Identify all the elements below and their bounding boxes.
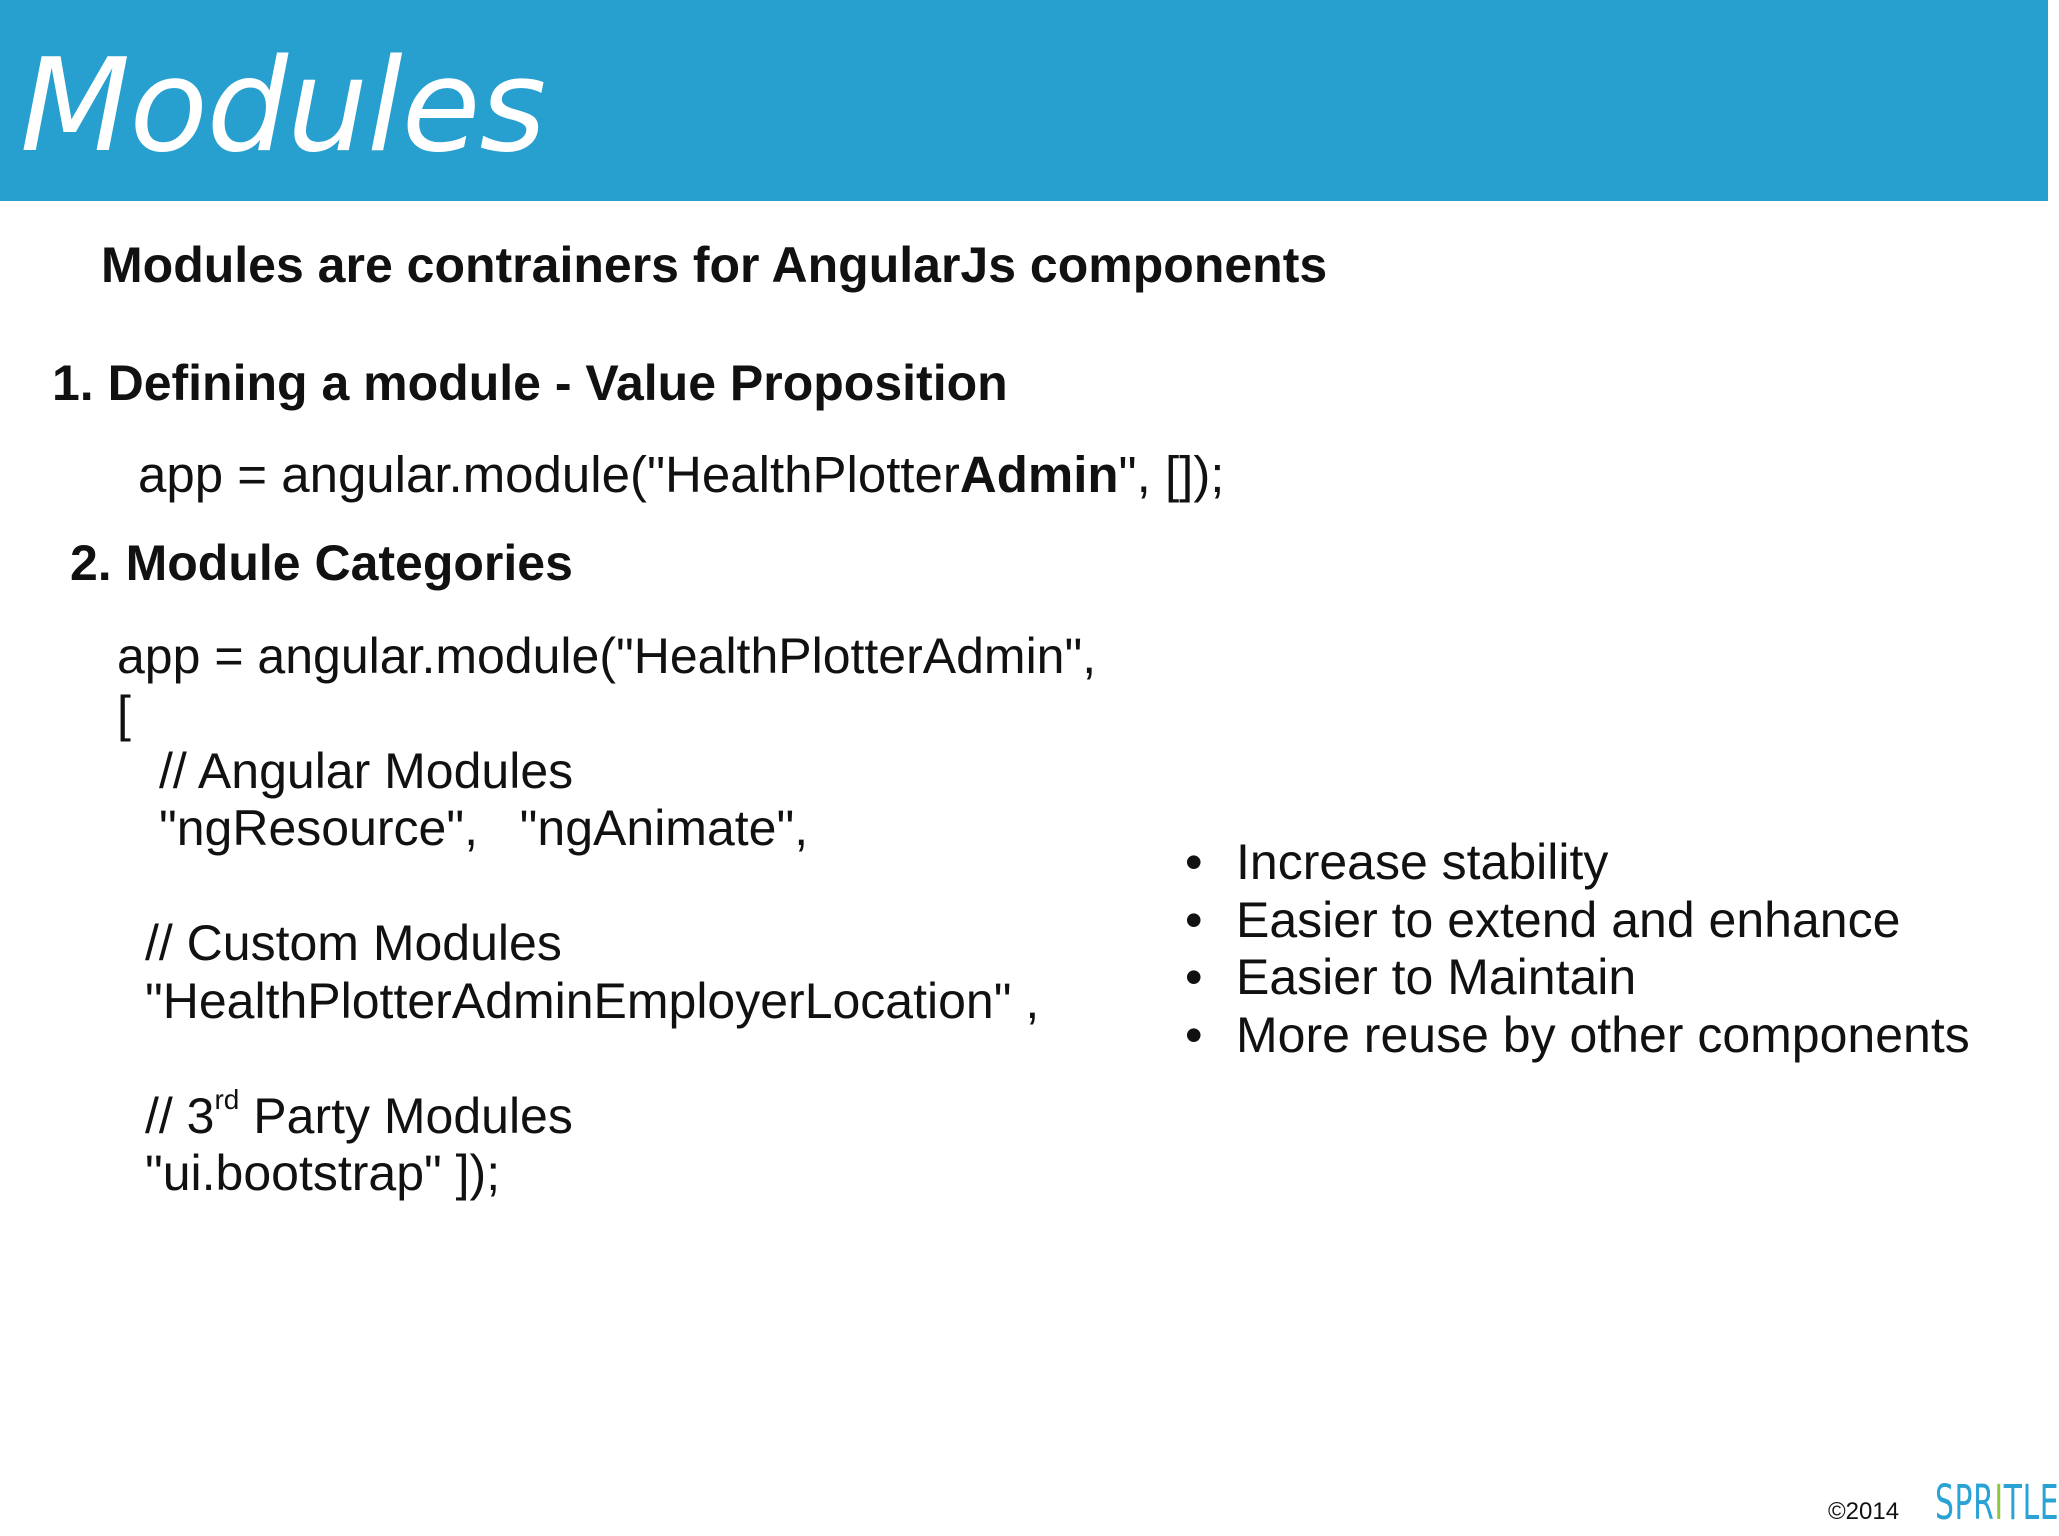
code-comment-angular-modules: // Angular Modules xyxy=(159,743,574,799)
section-heading-defining-module: 1. Defining a module - Value Proposition xyxy=(52,355,1008,411)
benefit-item xyxy=(1185,949,1970,1007)
code-line-custom-module: "HealthPlotterAdminEmployerLocation" , xyxy=(145,973,1040,1029)
logo-letter: S xyxy=(1935,1475,1955,1531)
bullet-glyph: • xyxy=(1185,891,1203,948)
slide-title: Modules xyxy=(20,32,546,181)
code-comment-custom-modules: // Custom Modules xyxy=(145,915,562,971)
third-party-suffix: Party Modules xyxy=(239,1088,573,1144)
third-party-prefix: // 3 xyxy=(145,1088,215,1144)
benefit-text: Easier to Maintain xyxy=(1236,949,1637,1005)
benefit-text: Increase stability xyxy=(1236,834,1609,890)
bullet-glyph: • xyxy=(1185,1006,1203,1063)
code-line-third-party-module: "ui.bootstrap" ]); xyxy=(145,1145,501,1201)
logo-letter: T xyxy=(2003,1475,2023,1531)
benefit-item xyxy=(1185,1007,1970,1065)
code-bold-admin: Admin xyxy=(959,446,1119,503)
logo-letter: I xyxy=(1994,1475,2004,1531)
footer-copyright: ©2014 xyxy=(1828,1498,1900,1525)
benefit-text: Easier to extend and enhance xyxy=(1236,891,1901,948)
logo-letter: E xyxy=(2039,1475,2059,1531)
code-prefix: app = angular.module("HealthPlotter xyxy=(138,446,960,503)
logo-letter: L xyxy=(2022,1475,2040,1531)
benefit-text: More reuse by other components xyxy=(1236,1006,1970,1063)
bullet-glyph: • xyxy=(1185,949,1203,1005)
benefits-list xyxy=(1185,834,1970,1064)
code-line-module-call: app = angular.module("HealthPlotterAdmin", xyxy=(117,628,1097,684)
module-definition-code xyxy=(138,440,1224,510)
slide-subtitle: Modules are contrainers for AngularJs components xyxy=(101,237,1328,293)
code-suffix: ", []); xyxy=(1118,446,1225,503)
third-party-ordinal: rd xyxy=(214,1084,240,1116)
benefit-item xyxy=(1185,834,1970,892)
spritle-logo xyxy=(1935,1475,2059,1531)
benefit-item xyxy=(1185,892,1970,950)
logo-letter: P xyxy=(1954,1475,1974,1531)
logo-letter: R xyxy=(1973,1475,1995,1531)
code-line-angular-modules-list: "ngResource", "ngAnimate", xyxy=(159,800,809,856)
section-heading-module-categories: 2. Module Categories xyxy=(70,535,573,591)
code-line-open-bracket: [ xyxy=(117,686,131,742)
code-comment-third-party xyxy=(145,1084,573,1145)
bullet-glyph: • xyxy=(1185,834,1203,890)
